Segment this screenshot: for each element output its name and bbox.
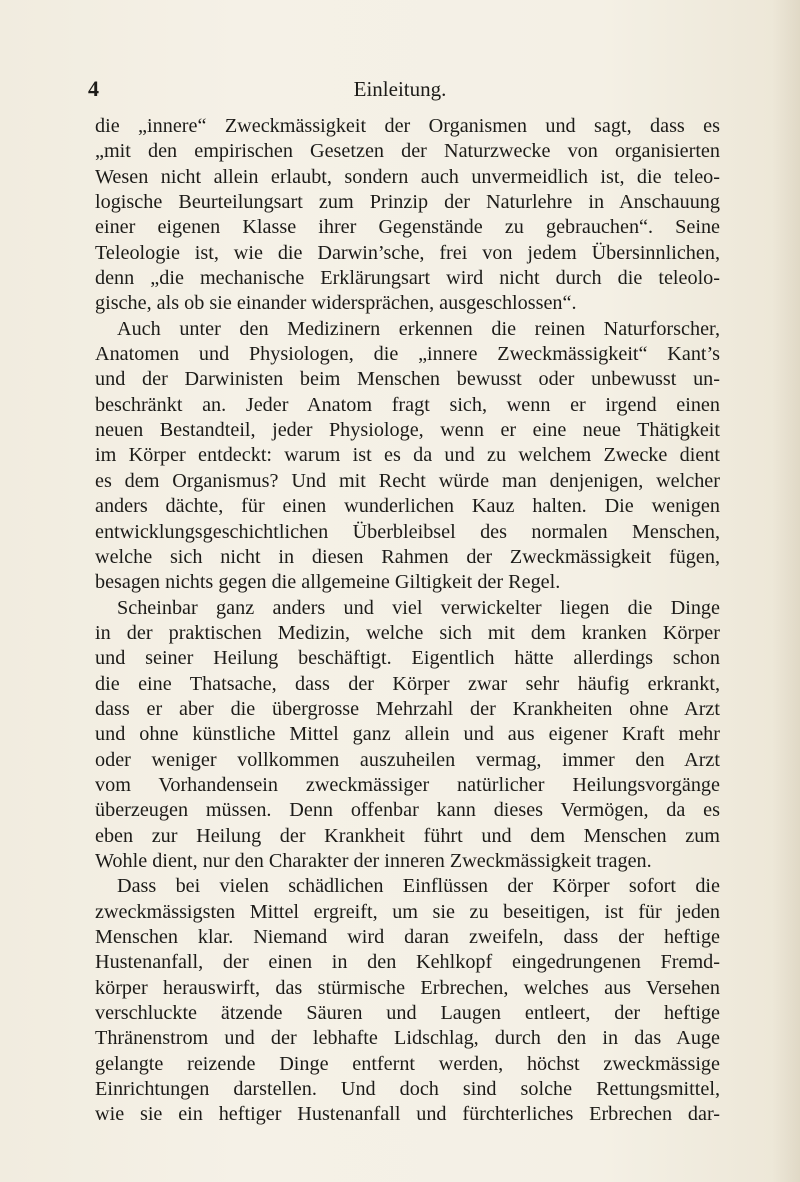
text-line: die „innere“ Zweckmässigkeit der Organismen und sagt, dass es	[95, 115, 720, 137]
text-line: beschränkt an. Jeder Anatom fragt sich, wenn er irgend einen	[95, 393, 720, 416]
text-line: denn „die mechanische Erklärungsart wird nicht durch die teleolo-	[95, 267, 720, 290]
text-line: Wohle dient, nur den Charakter der inneren Zweckmässigkeit tragen.	[95, 849, 652, 872]
text-line: gelangte reizende Dinge entfernt werden, höchst zweckmässige	[95, 1052, 720, 1075]
text-line: Wesen nicht allein erlaubt, sondern auch unvermeidlich ist, die teleo-	[95, 165, 720, 188]
text-line: oder weniger vollkommen auszuheilen vermag, immer den Arzt	[95, 748, 720, 771]
text-line: und der Darwinisten beim Menschen bewusst oder unbewusst un-	[95, 368, 720, 391]
text-line: Teleologie ist, wie die Darwin’sche, frei von jedem Übersinnlichen,	[95, 241, 720, 264]
text-line: Dass bei vielen schädlichen Einflüssen der Körper sofort die	[117, 875, 720, 898]
text-line: wie sie ein heftiger Hustenanfall und fürchterliches Erbrechen dar-	[95, 1103, 720, 1126]
text-line: besagen nichts gegen die allgemeine Giltigkeit der Regel.	[95, 571, 561, 594]
text-line: neuen Bestandteil, jeder Physiologe, wenn er eine neue Thätigkeit	[95, 419, 720, 442]
text-line: welche sich nicht in diesen Rahmen der Zweckmässigkeit fügen,	[95, 545, 720, 568]
text-line: „mit den empirischen Gesetzen der Naturzwecke von organisierten	[95, 140, 720, 163]
text-line: es dem Organismus? Und mit Recht würde man denjenigen, welcher	[95, 469, 720, 492]
text-line: gische, als ob sie einander widersprächen, ausgeschlossen“.	[95, 292, 577, 315]
text-line: verschluckte ätzende Säuren und Laugen entleert, der heftige	[95, 1002, 720, 1025]
text-line: entwicklungsgeschichtlichen Überbleibsel des normalen Menschen,	[95, 520, 720, 543]
page-header	[0, 74, 800, 104]
body-text	[95, 114, 720, 1128]
text-line: und seiner Heilung beschäftigt. Eigentlich hätte allerdings schon	[95, 647, 720, 670]
text-line: zweckmässigsten Mittel ergreift, um sie zu beseitigen, ist für jeden	[95, 900, 720, 923]
text-line: in der praktischen Medizin, welche sich mit dem kranken Körper	[95, 621, 720, 644]
text-line: Menschen klar. Niemand wird daran zweifeln, dass der heftige	[95, 926, 720, 948]
text-line: anders dächte, für einen wunderlichen Kauz halten. Die wenigen	[95, 495, 720, 518]
text-line: die eine Thatsache, dass der Körper zwar sehr häufig erkrankt,	[95, 672, 720, 695]
text-line: eben zur Heilung der Krankheit führt und dem Menschen zum	[95, 824, 720, 847]
text-line: überzeugen müssen. Denn offenbar kann dieses Vermögen, da es	[95, 799, 720, 822]
text-line: Auch unter den Medizinern erkennen die reinen Naturforscher,	[117, 317, 720, 340]
text-line: Thränenstrom und der lebhafte Lidschlag, durch den in das Auge	[95, 1027, 720, 1050]
text-line: Anatomen und Physiologen, die „innere Zweckmässigkeit“ Kant’s	[95, 343, 720, 366]
text-line: körper herauswirft, das stürmische Erbrechen, welches aus Versehen	[95, 976, 720, 999]
text-line: und ohne künstliche Mittel ganz allein und aus eigener Kraft mehr	[95, 723, 720, 746]
text-line: Hustenanfall, der einen in den Kehlkopf eingedrungenen Fremd-	[95, 951, 720, 974]
text-line: einer eigenen Klasse ihrer Gegenstände zu gebrauchen“. Seine	[95, 216, 720, 239]
running-head: Einleitung.	[353, 77, 447, 101]
text-line: vom Vorhandensein zweckmässiger natürlicher Heilungsvorgänge	[95, 773, 720, 796]
page-edge-shadow	[772, 0, 800, 1182]
text-line: logische Beurteilungsart zum Prinzip der Naturlehre in Anschauung	[95, 191, 720, 214]
text-line: im Körper entdeckt: warum ist es da und zu welchem Zwecke dient	[95, 444, 720, 467]
text-line: dass er aber die übergrosse Mehrzahl der Krankheiten ohne Arzt	[95, 697, 720, 720]
page-number: 4	[88, 76, 99, 101]
text-line: Scheinbar ganz anders und viel verwickelter liegen die Dinge	[117, 596, 720, 619]
text-line: Einrichtungen darstellen. Und doch sind solche Rettungsmittel,	[95, 1078, 720, 1101]
